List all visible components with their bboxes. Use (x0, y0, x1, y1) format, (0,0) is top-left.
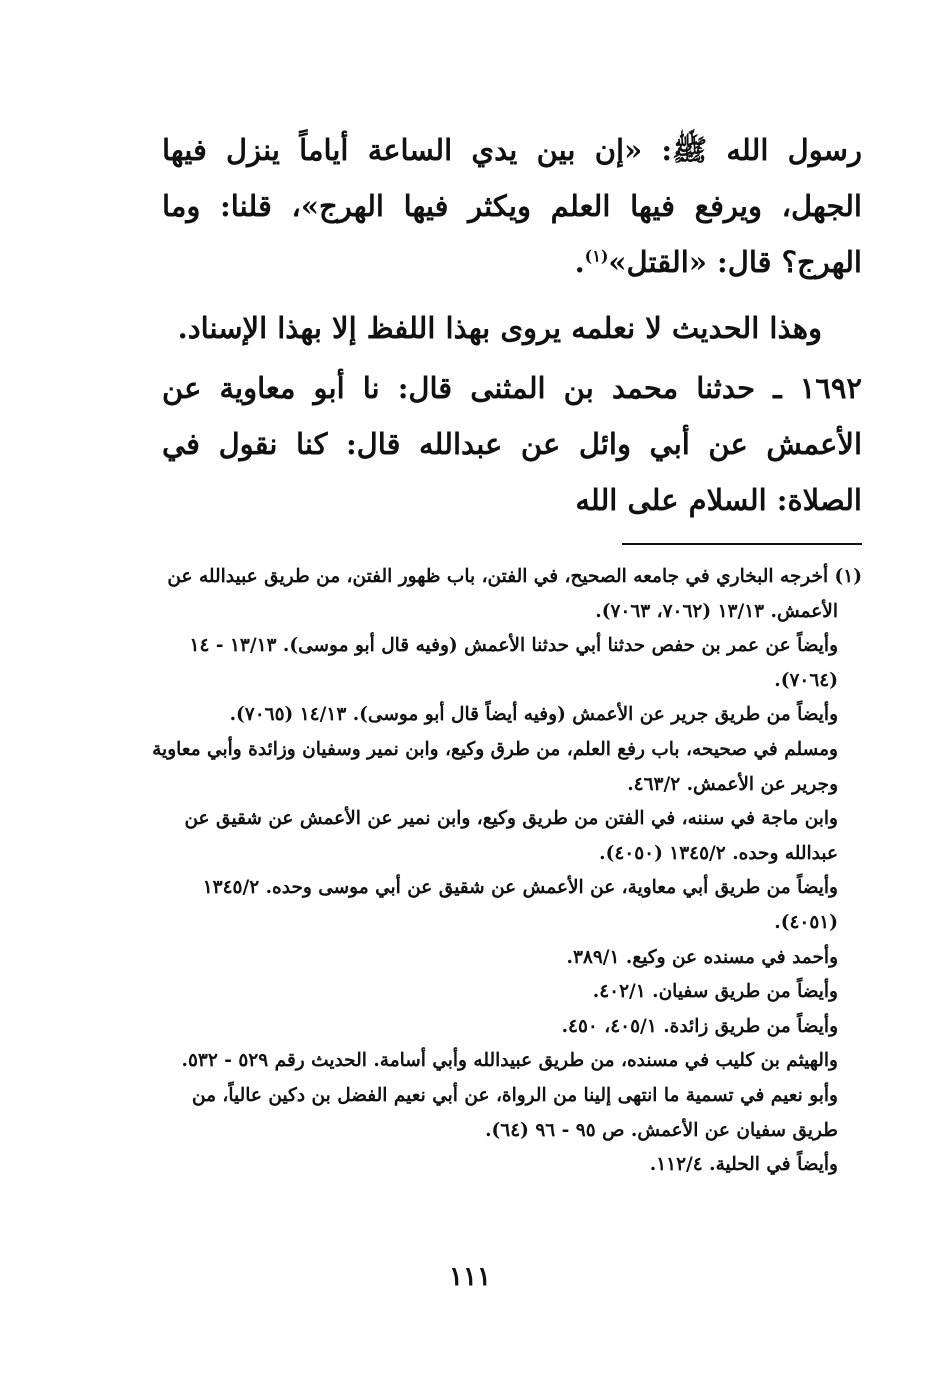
footnote-line: وأيضاً في الحلية. ١١٢/٤. (649, 1154, 838, 1176)
footnote-line: (١) أخرجه البخاري في جامعه الصحيح، في الفتن، باب ظهور الفتن، من طريق عبيدالله عن الأعمش. ١٣/١٣ (٧٠٦٢، ٧٠٦٣). (167, 566, 862, 622)
hadith-number: ١٦٩٢ (799, 371, 862, 405)
hadith-text: ـ حدثنا محمد بن المثنى قال: نا أبو معاوية عن الأعمش عن أبي وائل عن عبدالله قال: كنا نقول في الصلاة: السلام على الله (162, 371, 862, 517)
footnote-line: وأحمد في مسنده عن وكيع. ٣٨٩/١. (566, 946, 838, 968)
paragraph-1-text: رسول الله ﷺ: «إن بين يدي الساعة أياماً ينزل فيها الجهل، ويرفع فيها العلم ويكثر فيها الهرج»، قلنا: وما الهرج؟ قال: «القتل» (162, 133, 862, 279)
paragraph-1 (162, 122, 862, 290)
main-text (162, 122, 862, 528)
hadith-paragraph (162, 360, 862, 528)
footnote-line: والهيثم بن كليب في مسنده، من طريق عبيدالله وأبي أسامة. الحديث رقم ٥٢٩ - ٥٣٢. (181, 1050, 838, 1072)
footnote-line: وأبو نعيم في تسمية ما انتهى إلينا من الرواة، عن أبي نعيم الفضل بن دكين عالياً، من طريق سفيان عن الأعمش. ص ٩٥ - ٩٦ (٦٤). (192, 1084, 838, 1141)
footnote-line: وأيضاً من طريق سفيان. ٤٠٢/١. (592, 981, 838, 1003)
footnote-ref[interactable]: (١) (584, 246, 609, 266)
paragraph-2: وهذا الحديث لا نعلمه يروى بهذا اللفظ إلا بهذا الإسناد. (177, 311, 822, 345)
footnote-line: وأيضاً من طريق جرير عن الأعمش (وفيه أيضاً قال أبو موسى). ١٤/١٣ (٧٠٦٥). (229, 704, 838, 726)
footnote-line: وأيضاً من طريق زائدة. ٤٠٥/١، ٤٥٠. (561, 1015, 838, 1037)
footnote-line: ومسلم في صحيحه، باب رفع العلم، من طرق وكيع، وابن نمير وسفيان وزائدة وأبي معاوية وجرير عن الأعمش. ٤٦٣/٢. (152, 738, 838, 795)
paragraph-1-end: . (574, 245, 585, 279)
page-number: ١١١ (449, 1262, 491, 1292)
footnotes (152, 560, 862, 1183)
footnote-divider (622, 543, 862, 545)
footnote-line: وابن ماجة في سننه، في الفتن من طريق وكيع، وابن نمير عن الأعمش عن شقيق عن عبدالله وحده. ١٣٤٥/٢ (٤٠٥٠). (184, 808, 838, 864)
footnote-line: وأيضاً عن عمر بن حفص حدثنا أبي حدثنا الأعمش (وفيه قال أبو موسى). ١٣/١٣ - ١٤ (٧٠٦٤). (189, 635, 838, 691)
footnote-line: وأيضاً من طريق أبي معاوية، عن الأعمش عن شقيق عن أبي موسى وحده. ١٣٤٥/٢ (٤٠٥١). (202, 877, 838, 933)
